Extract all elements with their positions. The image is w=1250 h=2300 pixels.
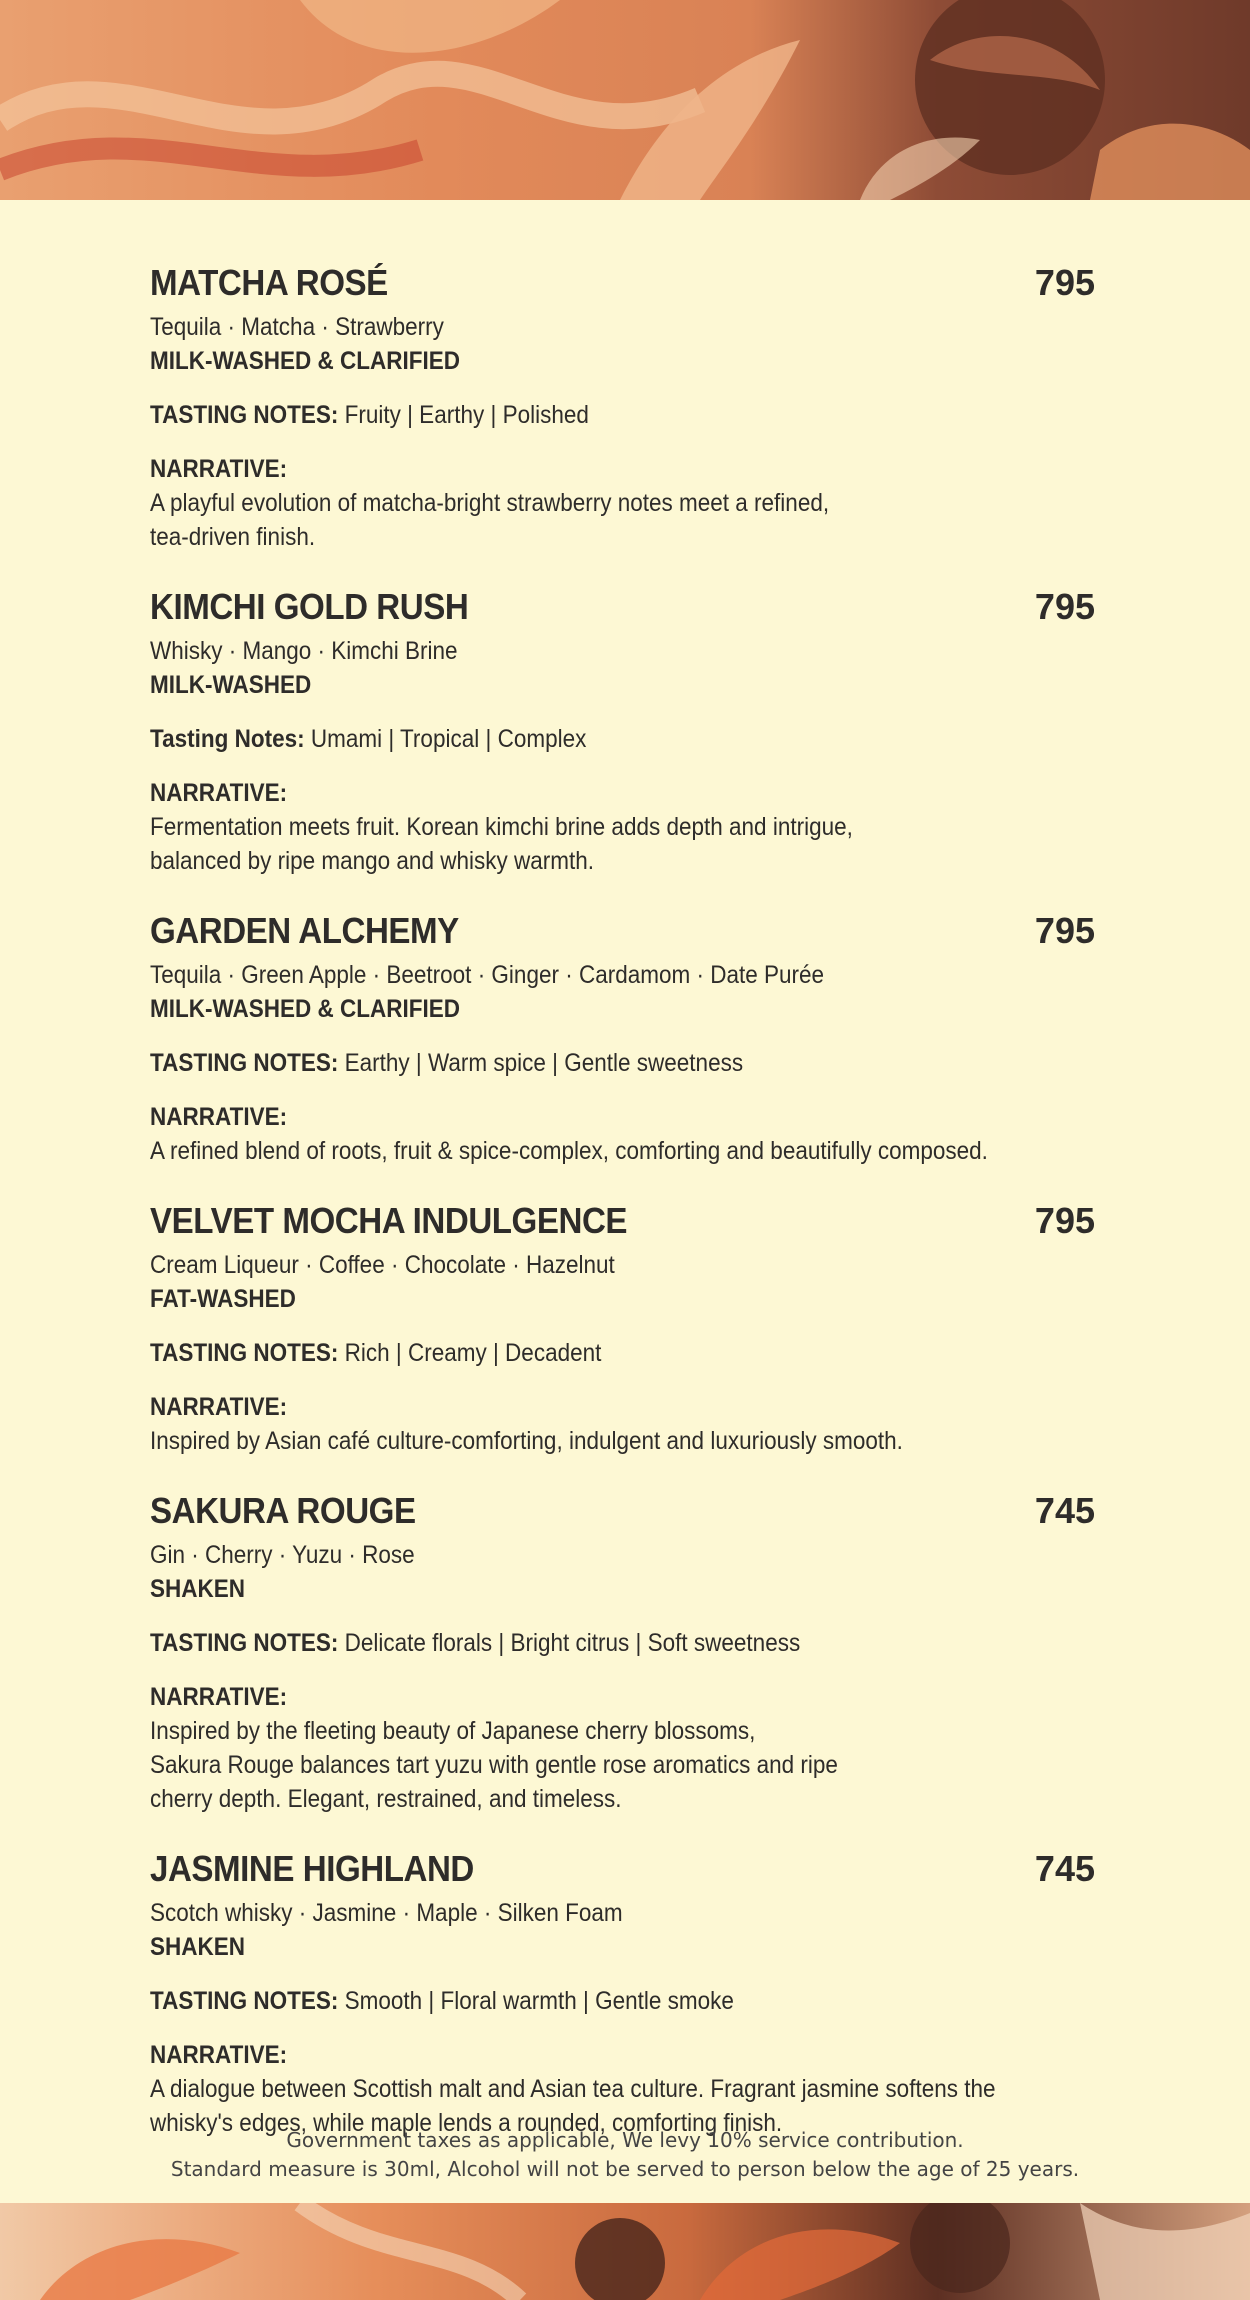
tasting-notes bbox=[150, 1336, 1001, 1370]
item-name: JASMINE HIGHLAND bbox=[150, 1848, 474, 1889]
narrative-line: whisky's edges, while maple lends a rounded, comforting finish. bbox=[150, 2109, 783, 2137]
item-ingredients: Tequila · Matcha · Strawberry bbox=[150, 313, 444, 341]
item-name: GARDEN ALCHEMY bbox=[150, 910, 459, 951]
tasting-notes-label: TASTING NOTES: bbox=[150, 1049, 339, 1077]
item-ingredients: Whisky · Mango · Kimchi Brine bbox=[150, 637, 458, 665]
item-price: 795 bbox=[1034, 1200, 1095, 1241]
item-price: 795 bbox=[1034, 262, 1095, 303]
narrative-label: NARRATIVE: bbox=[150, 2041, 288, 2069]
tasting-notes bbox=[150, 1984, 1001, 2018]
floral-artwork bbox=[0, 0, 1250, 200]
tasting-notes-text: Delicate florals | Bright citrus | Soft sweetness bbox=[338, 1629, 801, 1657]
floral-artwork bbox=[0, 2203, 1250, 2300]
tasting-notes-label: TASTING NOTES: bbox=[150, 401, 339, 429]
footer-measure-note: Standard measure is 30ml, Alcohol will not be served to person below the age of 25 years. bbox=[170, 2157, 1080, 2181]
item-price: 745 bbox=[1034, 1490, 1095, 1531]
narrative-line: A playful evolution of matcha-bright strawberry notes meet a refined, bbox=[150, 489, 830, 517]
tasting-notes-label: TASTING NOTES: bbox=[150, 1629, 339, 1657]
item-ingredients: Tequila · Green Apple · Beetroot · Ginger · Cardamom · Date Purée bbox=[150, 961, 825, 989]
item-ingredients: Gin · Cherry · Yuzu · Rose bbox=[150, 1541, 415, 1569]
narrative-line: A refined blend of roots, fruit & spice-complex, comforting and beautifully composed. bbox=[150, 1137, 988, 1165]
tasting-notes-text: Rich | Creamy | Decadent bbox=[338, 1339, 602, 1367]
tasting-notes-text: Smooth | Floral warmth | Gentle smoke bbox=[338, 1987, 734, 2015]
item-method: SHAKEN bbox=[150, 1575, 246, 1603]
top-floral-banner bbox=[0, 0, 1250, 200]
tasting-notes-label: TASTING NOTES: bbox=[150, 1339, 339, 1367]
tasting-notes-text: Earthy | Warm spice | Gentle sweetness bbox=[338, 1049, 744, 1077]
item-method: SHAKEN bbox=[150, 1933, 246, 1961]
tasting-notes bbox=[150, 398, 1001, 432]
menu-item bbox=[150, 586, 1095, 878]
item-name: VELVET MOCHA INDULGENCE bbox=[150, 1200, 628, 1241]
menu-item bbox=[150, 1848, 1095, 2140]
narrative-label: NARRATIVE: bbox=[150, 779, 288, 807]
footer-tax-note: Government taxes as applicable, We levy 10% service contribution. bbox=[286, 2128, 964, 2152]
narrative-line: balanced by ripe mango and whisky warmth. bbox=[150, 847, 594, 875]
narrative-line: Fermentation meets fruit. Korean kimchi brine adds depth and intrigue, bbox=[150, 813, 853, 841]
narrative-line: Inspired by the fleeting beauty of Japanese cherry blossoms, bbox=[150, 1717, 756, 1745]
menu-item bbox=[150, 910, 1095, 1168]
narrative-label: NARRATIVE: bbox=[150, 1683, 288, 1711]
narrative-line: cherry depth. Elegant, restrained, and timeless. bbox=[150, 1785, 622, 1813]
item-price: 795 bbox=[1034, 910, 1095, 951]
tasting-notes-text: Fruity | Earthy | Polished bbox=[338, 401, 589, 429]
narrative-line: tea-driven finish. bbox=[150, 523, 316, 551]
narrative-line: Sakura Rouge balances tart yuzu with gentle rose aromatics and ripe bbox=[150, 1751, 838, 1779]
narrative-line: Inspired by Asian café culture-comforting, indulgent and luxuriously smooth. bbox=[150, 1427, 903, 1455]
menu-item bbox=[150, 262, 1095, 554]
item-ingredients: Scotch whisky · Jasmine · Maple · Silken Foam bbox=[150, 1899, 623, 1927]
item-price: 795 bbox=[1034, 586, 1095, 627]
menu-item bbox=[150, 1490, 1095, 1816]
narrative-line: A dialogue between Scottish malt and Asian tea culture. Fragrant jasmine softens the bbox=[150, 2075, 996, 2103]
tasting-notes bbox=[150, 1626, 1001, 1660]
item-name: KIMCHI GOLD RUSH bbox=[150, 586, 469, 627]
item-method: FAT-WASHED bbox=[150, 1285, 296, 1313]
item-price: 745 bbox=[1034, 1848, 1095, 1889]
tasting-notes bbox=[150, 722, 1001, 756]
narrative-label: NARRATIVE: bbox=[150, 1393, 288, 1421]
narrative-label: NARRATIVE: bbox=[150, 455, 288, 483]
tasting-notes bbox=[150, 1046, 1001, 1080]
tasting-notes-label: TASTING NOTES: bbox=[150, 1987, 339, 2015]
bottom-floral-banner bbox=[0, 2203, 1250, 2300]
tasting-notes-text: Umami | Tropical | Complex bbox=[304, 725, 587, 753]
cocktail-menu bbox=[150, 262, 1095, 2172]
item-ingredients: Cream Liqueur · Coffee · Chocolate · Hazelnut bbox=[150, 1251, 615, 1279]
item-name: SAKURA ROUGE bbox=[150, 1490, 416, 1531]
item-name: MATCHA ROSÉ bbox=[150, 262, 388, 303]
item-method: MILK-WASHED & CLARIFIED bbox=[150, 995, 460, 1023]
narrative-label: NARRATIVE: bbox=[150, 1103, 288, 1131]
tasting-notes-label: Tasting Notes: bbox=[150, 725, 305, 753]
item-method: MILK-WASHED & CLARIFIED bbox=[150, 347, 460, 375]
menu-footer bbox=[0, 2126, 1250, 2184]
menu-item bbox=[150, 1200, 1095, 1458]
item-method: MILK-WASHED bbox=[150, 671, 312, 699]
